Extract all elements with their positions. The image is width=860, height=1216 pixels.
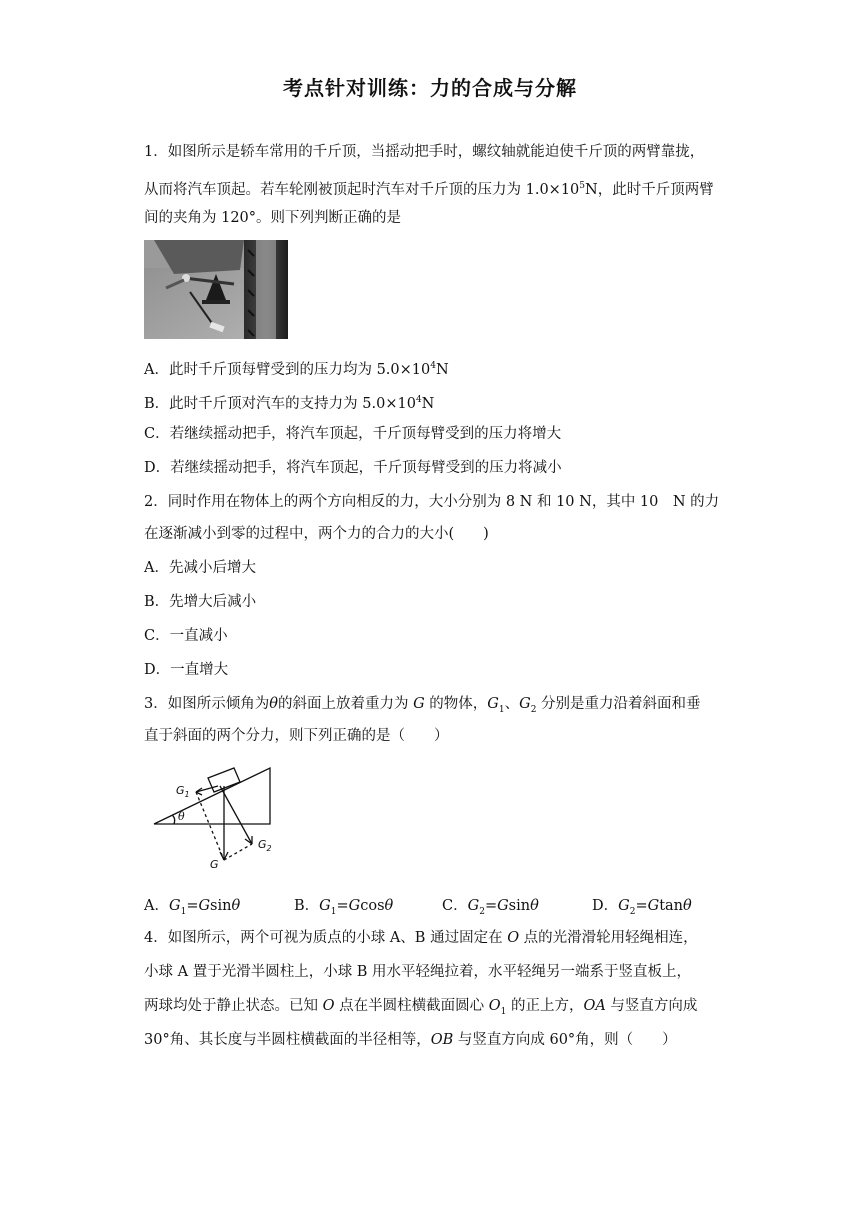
q3-opt-c-lhs: G [467, 898, 480, 914]
q4-line-4 [144, 1030, 724, 1050]
q3-sep: 、 [504, 696, 520, 712]
q3-opt-a-sub: 1 [180, 906, 187, 917]
q3-opt-c-sub: 2 [479, 906, 485, 917]
q4-l3-d: 与竖直方向成 [605, 998, 698, 1014]
q4-l3-o1: O [488, 998, 501, 1014]
q4-l3-b: 点在半圆柱横截面圆心 [334, 998, 489, 1014]
q3-opt-d-letter: D． [592, 898, 619, 914]
q1-line-2-text: 从而将汽车顶起。若车轮刚被顶起时汽车对千斤顶的压力为 1.0×10 [144, 181, 580, 198]
q4-line-3 [144, 996, 724, 1022]
q1-line-1: 1．如图所示是轿车常用的千斤顶，当摇动把手时，螺纹轴就能迫使千斤顶的两臂靠拢， [144, 144, 705, 160]
q1-option-b-text: B．此时千斤顶对汽车的支持力为 5.0×10 [144, 395, 416, 412]
q2-option-d[interactable]: D．一直增大 [144, 662, 229, 678]
q3-option-a[interactable] [144, 894, 240, 917]
page-title: 考点针对训练：力的合成与分解 [283, 76, 577, 100]
q4-l3-a: 两球均处于静止状态。已知 [144, 998, 323, 1014]
q1-option-a-exp: 4 [430, 361, 436, 371]
q3-opt-a-fn: sin [210, 898, 232, 914]
q1-option-c[interactable]: C．若继续摇动把手，将汽车顶起，千斤顶每臂受到的压力将增大 [144, 426, 562, 442]
q3-opt-b-letter: B． [294, 898, 320, 914]
q3-option-d[interactable] [592, 894, 692, 917]
q3-opt-c-letter: C． [442, 898, 468, 914]
q4-l3-c: 的正上方， [506, 998, 584, 1014]
q1-line-2 [144, 176, 724, 200]
q3-opt-c-rhs: =G [484, 898, 509, 914]
q3-opt-b-fn: cos [360, 898, 385, 914]
q3-opt-b-lhs: G [319, 898, 331, 914]
q1-line-3: 间的夹角为 120°。则下列判断正确的是 [144, 210, 402, 226]
q3-line-2: 直于斜面的两个分力，则下列正确的是（ ） [144, 728, 449, 744]
q4-l3-oa: OA [583, 998, 606, 1014]
q3-text-b: 的斜面上放着重力为 [277, 696, 414, 712]
q3-text-d: 分别是重力沿着斜面和垂 [536, 696, 701, 712]
q2-line-2: 在逐渐减小到零的过程中，两个力的合力的大小( ) [144, 526, 489, 542]
q2-option-b[interactable]: B．先增大后减小 [144, 594, 257, 610]
q2-line-1: 2．同时作用在物体上的两个方向相反的力，大小分别为 8 N 和 10 N，其中 10 N 的力 [144, 494, 720, 510]
q1-option-b-unit: N [421, 395, 435, 412]
q3-options [144, 894, 744, 916]
label-g1-sub: 1 [184, 790, 190, 799]
svg-text:G1 [176, 784, 190, 799]
label-theta: θ [178, 810, 185, 823]
q4-l1-a: 4．如图所示，两个可视为质点的小球 A、B 通过固定在 [144, 930, 508, 946]
q3-opt-d-fn: tan [659, 898, 684, 914]
q4-l1-b: 点的光滑滑轮用轻绳相连， [519, 930, 698, 946]
label-g2: G [258, 838, 267, 851]
q4-l4-a: 30°角、其长度与半圆柱横截面的半径相等， [144, 1032, 431, 1048]
q3-theta: θ [269, 696, 278, 712]
label-g2-sub: 2 [266, 844, 272, 853]
label-g1: G [176, 784, 185, 797]
car-jack-photo [144, 240, 288, 339]
q3-text-a: 3．如图所示倾角为 [144, 696, 270, 712]
q1-option-b[interactable] [144, 390, 724, 414]
q3-opt-d-rhs: =G [635, 898, 660, 914]
q4-l4-ob: OB [430, 1032, 454, 1048]
q4-l3-o: O [322, 998, 335, 1014]
q4-l1-o: O [507, 930, 520, 946]
q3-opt-a-rhs: =G [186, 898, 211, 914]
q3-g1-sub: 1 [498, 704, 505, 715]
q4-line-2: 小球 A 置于光滑半圆柱上，小球 B 用水平轻绳拉着，水平轻绳另一端系于竖直板上， [144, 964, 692, 980]
q3-option-b[interactable] [294, 894, 393, 917]
q3-opt-d-sub: 2 [629, 906, 636, 917]
q3-option-c[interactable] [442, 894, 539, 917]
q1-exponent: 5 [579, 181, 586, 191]
q1-option-a[interactable] [144, 356, 724, 380]
q1-option-d[interactable]: D．若继续摇动把手，将汽车顶起，千斤顶每臂受到的压力将减小 [144, 460, 562, 476]
q3-g2-sub: 2 [530, 704, 537, 715]
q3-opt-d-ang: θ [683, 898, 692, 914]
q3-opt-a-ang: θ [231, 898, 241, 914]
q3-opt-b-sub: 1 [330, 906, 337, 917]
q1-option-a-text: A．此时千斤顶每臂受到的压力均为 5.0×10 [144, 361, 431, 378]
q3-opt-a-lhs: G [168, 898, 181, 914]
q3-line-1 [144, 694, 724, 720]
g2-arrow [220, 786, 252, 844]
svg-text:G2 [258, 838, 272, 853]
q4-line-1 [144, 928, 724, 948]
q3-opt-c-ang: θ [530, 898, 539, 914]
q3-opt-d-lhs: G [618, 898, 630, 914]
q3-opt-a-letter: A． [144, 898, 169, 914]
q4-l3-o1-sub: 1 [500, 1006, 507, 1017]
q2-option-c[interactable]: C．一直减小 [144, 628, 228, 644]
incline-force-diagram [146, 764, 280, 872]
q3-opt-b-ang: θ [384, 898, 394, 914]
q1-line-2-tail: N，此时千斤顶两臂 [585, 181, 714, 198]
q3-opt-b-rhs: =G [336, 898, 361, 914]
q4-l4-b: 与竖直方向成 60°角，则（ ） [453, 1032, 677, 1048]
label-g: G [210, 858, 219, 871]
q2-option-a[interactable]: A．先减小后增大 [144, 560, 256, 576]
q1-option-a-unit: N [435, 361, 449, 378]
q1-option-b-exp: 4 [415, 395, 422, 405]
q3-g2: G [519, 696, 531, 712]
q3-text-c: 的物体， [424, 696, 488, 712]
q3-g1: G [487, 696, 499, 712]
q3-g: G [413, 696, 425, 712]
q3-opt-c-fn: sin [508, 898, 531, 914]
